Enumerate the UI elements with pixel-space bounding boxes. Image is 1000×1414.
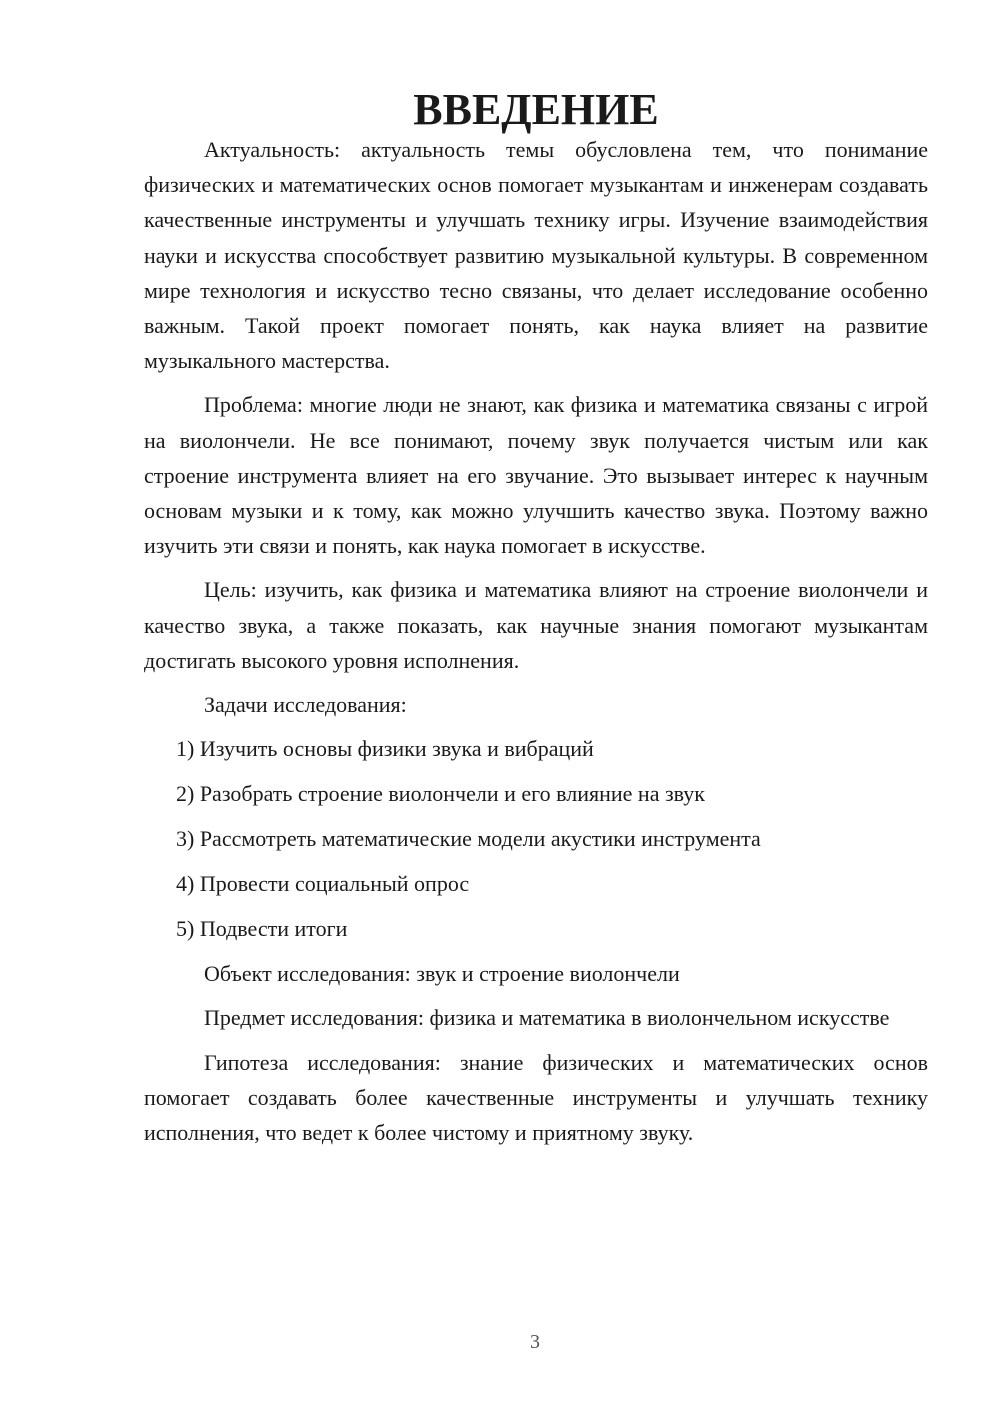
research-object: Объект исследования: звук и строение виолончели [204, 961, 680, 987]
task-item: 1) Изучить основы физики звука и вибраций [176, 736, 594, 762]
tasks-list [144, 731, 928, 946]
relevance-paragraph: Актуальность: актуальность темы обусловлена тем, что понимание физических и математических основ помогает музыкантам и инженерам создавать качественные инструменты и улучшать технику игры. Изучение взаимодействия науки и искусства способствует развитию музыкальной культуры. В современном мире технология и искусство тесно связаны, что делает исследование особенно важным. Такой проект помогает понять, как наука влияет на развитие музыкального мастерства. [144, 137, 928, 374]
goal-paragraph: Цель: изучить, как физика и математика влияют на строение виолончели и качество звука, а также показать, как научные знания помогают музыкантам достигать высокого уровня исполнения. [144, 577, 928, 673]
page-number: 3 [530, 1331, 540, 1353]
document-page [144, 85, 928, 1159]
section-title: ВВЕДЕНИЕ [413, 85, 659, 134]
research-hypothesis: Гипотеза исследования: знание физических и математических основ помогает создавать более качественные инструменты и улучшать технику исполнения, что ведет к более чистому и приятному звуку. [144, 1049, 928, 1146]
task-item: 2) Разобрать строение виолончели и его влияние на звук [176, 781, 705, 807]
problem-paragraph: Проблема: многие люди не знают, как физика и математика связаны с игрой на виолончели. Не все понимают, почему звук получается чистым или как строение инструмента влияет на его звучание. Это вызывает интерес к научным основам музыки и к тому, как можно улучшить качество звука. Поэтому важно изучить эти связи и понять, как наука помогает в искусстве. [144, 392, 928, 559]
task-item: 3) Рассмотреть математические модели акустики инструмента [176, 826, 761, 852]
tasks-heading: Задачи исследования: [204, 692, 407, 718]
research-subject: Предмет исследования: физика и математика в виолончельном искусстве [204, 1005, 890, 1031]
task-item: 4) Провести социальный опрос [176, 871, 470, 897]
task-item: 5) Подвести итоги [176, 916, 348, 942]
